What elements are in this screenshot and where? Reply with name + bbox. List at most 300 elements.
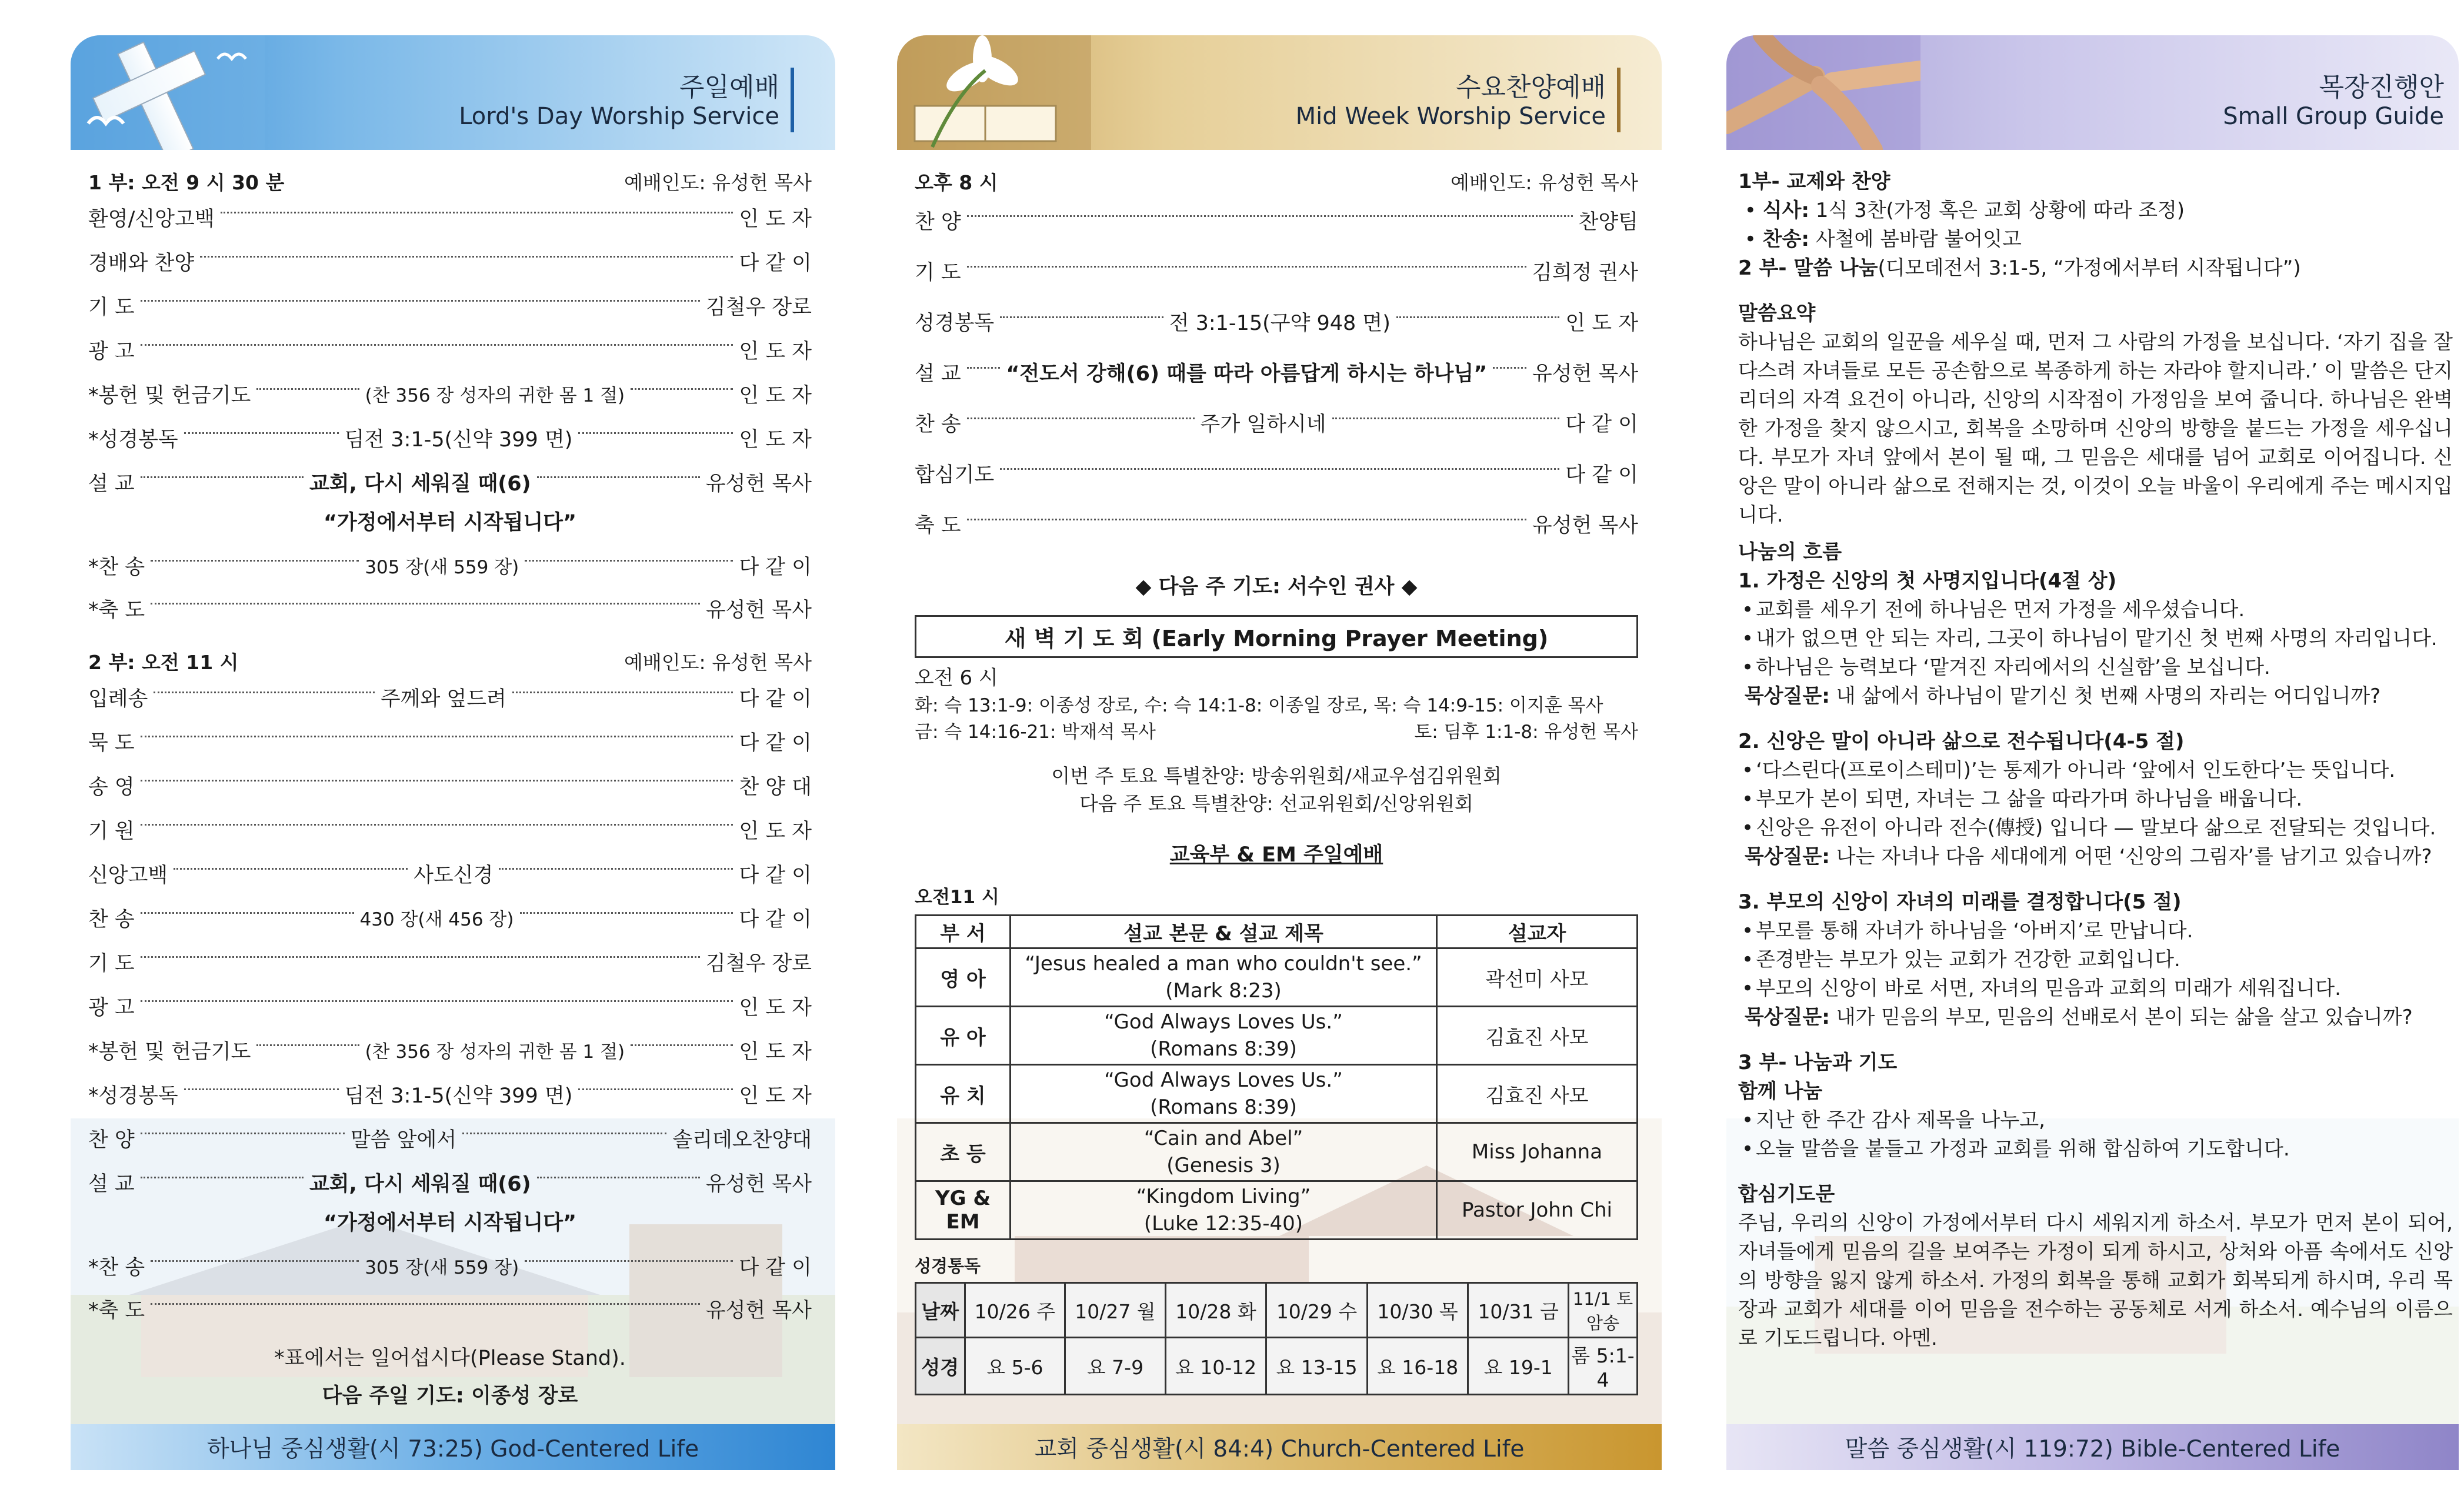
dot-leader <box>512 692 733 693</box>
program-item-label: 입례송 <box>88 687 148 711</box>
lily-bible-image-icon <box>897 35 1091 150</box>
program-item-label: 성경봉독 <box>915 312 995 335</box>
program-item <box>88 1244 812 1287</box>
dot-leader <box>256 1044 359 1046</box>
program-item <box>88 851 812 896</box>
program-item <box>88 1028 812 1072</box>
program-item-leader: 인 도 자 <box>739 996 812 1020</box>
program-item <box>88 1116 812 1160</box>
education-dept: 초 등 <box>916 1123 1011 1181</box>
program-item-detail: 305 장(새 559 장) <box>365 557 519 578</box>
dot-leader <box>967 215 1573 217</box>
program-item-leader: 인 도 자 <box>739 339 812 363</box>
program-item-leader: 찬 양 대 <box>739 775 812 799</box>
program-item-leader: 김철우 장로 <box>705 951 812 976</box>
dot-leader <box>221 212 733 213</box>
program-item-detail: 305 장(새 559 장) <box>365 1257 519 1278</box>
program-item-leader: 다 같 이 <box>739 907 812 931</box>
special-praise-next-week: 다음 주 토요 특별찬양: 선교위원회/신앙위원회 <box>1079 792 1473 815</box>
program-item <box>915 448 1638 499</box>
next-sunday-prayer: 다음 주일 기도: 이종성 장로 <box>322 1384 578 1408</box>
program-item-detail: 주께와 엎드려 <box>380 687 506 711</box>
part1-time: 1 부: 오전 9 시 30 분 <box>88 171 285 194</box>
program-item-label: 합심기도 <box>915 463 995 487</box>
program-item-leader: 다 같 이 <box>1565 463 1638 487</box>
dawn-prayer-time: 오전 6 시 <box>915 666 998 690</box>
program-item-label: 설 교 <box>915 362 961 386</box>
midweek-time: 오후 8 시 <box>915 171 998 194</box>
part2-ref: (디모데전서 3:1-5, “가정에서부터 시작됩니다”) <box>1878 256 2301 280</box>
bullet-item <box>1738 946 2453 974</box>
small-group-content <box>1738 168 2453 1353</box>
program-item-label: 경배와 찬양 <box>88 251 195 275</box>
point1-items <box>1738 596 2453 682</box>
program-item-label: 찬 양 <box>915 211 961 234</box>
bullet-text: 존경받는 부모가 있는 교회가 건강한 교회입니다. <box>1756 948 2180 971</box>
education-table <box>915 914 1638 1240</box>
question-text: 내 삶에서 하나님이 맡기신 첫 번째 사명의 자리는 어디입니까? <box>1829 684 2381 708</box>
dot-leader <box>1000 468 1559 470</box>
dot-leader <box>631 1044 733 1046</box>
question-text: 나는 자녀나 다음 세대에게 어떤 ‘신앙의 그림자’를 남기고 있습니까? <box>1829 845 2432 869</box>
bullet-text: 신앙은 유전이 아니라 전수(傳授) 입니다 — 말보다 삶으로 전달되는 것입니다. <box>1756 816 2436 840</box>
program-item-leader: 찬양팀 <box>1578 211 1638 234</box>
bullet-icon: • <box>1742 598 1754 622</box>
reading-title: 성경통독 <box>915 1256 981 1276</box>
reading-date: 10/27 월 <box>1065 1283 1166 1338</box>
dot-leader <box>151 603 700 604</box>
header-title-en: Lord's Day Worship Service <box>459 103 779 130</box>
point1-title: 1. 가정은 신앙의 첫 사명지입니다(4절 상) <box>1738 569 2117 593</box>
program-item-label: 환영/신앙고백 <box>88 207 215 231</box>
education-row <box>916 1007 1638 1065</box>
bullet-icon: • <box>1742 1108 1754 1132</box>
dot-leader <box>537 1177 700 1178</box>
program-item-leader: 유성헌 목사 <box>1532 514 1638 537</box>
program-item-detail: 주가 일하시네 <box>1200 413 1326 436</box>
program-item-detail: 말씀 앞에서 <box>350 1128 457 1152</box>
dot-leader <box>200 256 733 258</box>
program-item <box>88 1160 812 1204</box>
dot-leader <box>578 1088 733 1090</box>
small-group-header <box>1726 35 2459 150</box>
point2-question <box>1738 843 2453 871</box>
bullet-icon: • <box>1742 816 1754 840</box>
dot-leader <box>141 736 733 737</box>
bullet-text: 교회를 세우기 전에 하나님은 먼저 가정을 세우셨습니다. <box>1756 598 2245 622</box>
reading-date: 10/29 수 <box>1266 1283 1368 1338</box>
program-item <box>88 416 812 460</box>
part3-title: 3 부- 나눔과 기도 <box>1738 1051 1898 1074</box>
program-item-leader: 다 같 이 <box>739 863 812 887</box>
dawn-prayer-line2-right: 토: 딤후 1:1-8: 유성헌 목사 <box>1414 722 1638 743</box>
dot-leader <box>151 560 359 562</box>
bullet-text: 내가 없으면 안 되는 자리, 그곳이 하나님이 맡기신 첫 번째 사명의 자리입니다. <box>1756 627 2438 650</box>
hymn-text: 사철에 봄바람 불어잇고 <box>1809 228 2022 251</box>
reading-ref: 요 7-9 <box>1065 1338 1166 1395</box>
part2-time: 2 부: 오전 11 시 <box>88 651 239 674</box>
point3-question <box>1738 1003 2453 1032</box>
part1-heading <box>88 168 812 195</box>
dot-leader <box>967 266 1526 268</box>
education-sermon <box>1011 1065 1437 1123</box>
prayer-text: 주님, 우리의 신앙이 가정에서부터 다시 세워지게 하소서. 부모가 먼저 본이 되어, 자녀들에게 믿음의 길을 보여주는 가정이 되게 하시고, 상처와 아픔 속에서도 신앙의 방향을 잃지 않게 하소서. 가정의 회복을 통해 교회가 회복되게 하시며, 우리 목장과 교회가 세대를 이어 믿음을 전수하는 공동체로 서게 하소서. 예수님의 이름으로 기도드립니다. 아멘. <box>1738 1211 2453 1350</box>
part1-leader: 예배인도: 유성헌 목사 <box>624 171 812 194</box>
dot-leader <box>525 1260 733 1262</box>
header-title: 설교 본문 & 설교 제목 <box>1011 916 1437 948</box>
reading-date: 10/26 주 <box>965 1283 1065 1338</box>
dot-leader <box>520 912 733 914</box>
program-item-label: *봉헌 및 헌금기도 <box>88 1040 251 1064</box>
program-item-label: 찬 송 <box>88 907 135 931</box>
program-item-label: 광 고 <box>88 339 135 363</box>
dot-leader <box>967 417 1195 419</box>
bullet-item <box>1738 1135 2453 1164</box>
program-item-label: *찬 송 <box>88 1255 145 1280</box>
dot-leader <box>141 824 733 826</box>
question-label: 묵상질문: <box>1744 684 1830 708</box>
bullet-icon: • <box>1742 627 1754 650</box>
dot-leader <box>967 519 1526 520</box>
program-item-label: *축 도 <box>88 1298 145 1322</box>
program-item-label: 신앙고백 <box>88 863 168 887</box>
education-dept: YG & EM <box>916 1181 1011 1240</box>
program-item <box>915 347 1638 398</box>
bullet-icon: • <box>1742 1137 1754 1161</box>
education-sermon-title: “God Always Loves Us.” <box>1104 1010 1343 1034</box>
bullet-text: 지난 한 주간 감사 제목을 나누고, <box>1756 1108 2045 1132</box>
program-item <box>88 940 812 984</box>
program-item <box>915 195 1638 246</box>
midweek-header <box>897 35 1662 150</box>
education-sermon-ref: (Romans 8:39) <box>1150 1037 1297 1061</box>
program-item-label: 기 도 <box>915 261 961 285</box>
program-item-label: *축 도 <box>88 598 145 622</box>
part1-items <box>88 195 812 504</box>
education-sermon <box>1011 1123 1437 1181</box>
program-item-label: *성경봉독 <box>88 427 178 452</box>
bullet-item <box>1738 624 2453 653</box>
education-row <box>916 948 1638 1007</box>
program-item-leader: 다 같 이 <box>739 687 812 711</box>
education-sermon <box>1011 1181 1437 1240</box>
dot-leader <box>499 868 733 870</box>
program-item-label: 송 영 <box>88 775 135 799</box>
education-sermon-title: “God Always Loves Us.” <box>1104 1068 1343 1092</box>
point2-title: 2. 신앙은 말이 아니라 삶으로 전수됩니다(4-5 절) <box>1738 730 2185 753</box>
program-item-label: 축 도 <box>915 514 961 537</box>
meal-label: 식사: <box>1762 199 1809 222</box>
header-title-ko: 주일예배 <box>679 72 779 102</box>
part2-line <box>1738 254 2453 283</box>
program-item-leader: 김철우 장로 <box>705 295 812 319</box>
bullet-item <box>1738 596 2453 624</box>
bullet-item <box>1738 756 2453 785</box>
bullet-text: 부모가 본이 되면, 자녀는 그 삶을 따라가며 하나님을 배웁니다. <box>1756 787 2303 811</box>
program-item <box>915 499 1638 549</box>
program-item-label: 광 고 <box>88 996 135 1020</box>
dot-leader <box>174 868 408 870</box>
reading-ref: 요 16-18 <box>1367 1338 1468 1395</box>
midweek-items <box>915 195 1638 549</box>
header-accent-bar <box>1617 68 1621 132</box>
program-item <box>915 296 1638 347</box>
reading-date: 11/1 토 암송 <box>1569 1283 1638 1338</box>
prayer-title: 합심기도문 <box>1738 1183 1835 1206</box>
dot-leader <box>967 367 1001 369</box>
dawn-prayer-title: 새 벽 기 도 회 (Early Morning Prayer Meeting) <box>915 615 1638 658</box>
part2-leader: 예배인도: 유성헌 목사 <box>624 651 812 674</box>
program-item <box>88 719 812 763</box>
program-item <box>88 372 812 416</box>
hymn-label: 찬송: <box>1762 228 1809 251</box>
bullet-text: 부모의 신앙이 바로 서면, 자녀의 믿음과 교회의 미래가 세워집니다. <box>1756 977 2341 1000</box>
dot-leader <box>256 388 359 390</box>
program-item-leader: 유성헌 목사 <box>705 1298 812 1322</box>
program-item <box>88 807 812 851</box>
meal-line: • 식사: 1식 3찬(가정 혹은 교회 상황에 따라 조정) <box>1738 199 2185 222</box>
bullet-icon: • <box>1742 948 1754 971</box>
header-title-ko: 목장진행안 <box>2319 72 2444 102</box>
part2-items <box>88 675 812 1204</box>
joined-hands-image-icon <box>1726 35 1920 150</box>
midweek-column <box>897 35 1662 1470</box>
program-item-leader: 다 같 이 <box>1565 413 1638 436</box>
dot-leader <box>184 1088 339 1090</box>
education-table-header <box>916 916 1638 948</box>
reading-date: 10/31 금 <box>1468 1283 1569 1338</box>
header-preacher: 설교자 <box>1437 916 1638 948</box>
sunday-footer: 하나님 중심생활(시 73:25) God-Centered Life <box>71 1424 835 1470</box>
point1-question <box>1738 682 2453 711</box>
dot-leader <box>141 1177 304 1178</box>
bullet-icon: • <box>1742 759 1754 782</box>
program-item-leader: 다 같 이 <box>739 555 812 579</box>
program-item-detail: 교회, 다시 세워질 때(6) <box>309 1172 531 1196</box>
program-item <box>88 984 812 1028</box>
reading-ref: 요 13-15 <box>1266 1338 1368 1395</box>
program-item-leader: 인 도 자 <box>739 427 812 452</box>
dot-leader <box>141 780 733 781</box>
program-item-leader: 인 도 자 <box>1565 312 1639 335</box>
program-item-leader: 김희정 권사 <box>1532 261 1638 285</box>
reading-ref: 요 5-6 <box>965 1338 1065 1395</box>
program-item-detail: 딤전 3:1-5(신약 399 면) <box>344 427 573 452</box>
program-item <box>88 195 812 239</box>
program-item <box>88 460 812 504</box>
education-sermon-ref: (Luke 12:35-40) <box>1143 1212 1303 1235</box>
program-item-label: 설 교 <box>88 472 135 496</box>
dot-leader <box>631 388 733 390</box>
program-item-label: *봉헌 및 헌금기도 <box>88 383 251 408</box>
reading-ref: 롬 5:1-4 <box>1569 1338 1638 1395</box>
dot-leader <box>141 300 700 302</box>
reading-date: 10/28 화 <box>1165 1283 1266 1338</box>
part3-items <box>1738 1106 2453 1164</box>
midweek-program <box>915 168 1638 1395</box>
bullet-item <box>1738 917 2453 946</box>
reading-table <box>915 1282 1638 1395</box>
reading-date: 10/30 목 <box>1367 1283 1468 1338</box>
education-dept: 영 아 <box>916 948 1011 1007</box>
header-accent-bar <box>791 68 794 132</box>
program-item <box>915 246 1638 296</box>
program-item <box>88 239 812 283</box>
midweek-footer: 교회 중심생활(시 84:4) Church-Centered Life <box>897 1424 1662 1470</box>
dot-leader <box>1396 316 1559 318</box>
dot-leader <box>141 1000 733 1002</box>
program-item <box>88 675 812 719</box>
education-dept: 유 아 <box>916 1007 1011 1065</box>
program-item-detail: 전 3:1-15(구약 948 면) <box>1169 312 1391 335</box>
education-sermon <box>1011 948 1437 1007</box>
education-title: 교육부 & EM 주일예배 <box>1169 843 1383 867</box>
education-sermon <box>1011 1007 1437 1065</box>
point3-title: 3. 부모의 신앙이 자녀의 미래를 결정합니다(5 절) <box>1738 890 2182 914</box>
program-item-leader: 인 도 자 <box>739 1084 812 1108</box>
program-item <box>88 544 812 587</box>
program-item-label: 기 원 <box>88 819 135 843</box>
program-item <box>88 587 812 630</box>
dot-leader <box>184 432 339 434</box>
education-sermon-ref: (Genesis 3) <box>1166 1154 1281 1177</box>
dot-leader <box>537 476 700 478</box>
education-sermon-title: “Cain and Abel” <box>1143 1127 1303 1150</box>
point3-items <box>1738 917 2453 1003</box>
bullet-item <box>1738 653 2453 682</box>
dot-leader <box>1000 316 1163 318</box>
program-item <box>88 328 812 372</box>
program-item-label: 찬 송 <box>915 413 961 436</box>
program-item-detail: “전도서 강해(6) 때를 따라 아름답게 하시는 하나님” <box>1006 362 1488 386</box>
program-item-leader: 유성헌 목사 <box>1532 362 1639 386</box>
stand-note: *표에서는 일어섭시다(Please Stand). <box>274 1347 626 1370</box>
program-item-leader: 유성헌 목사 <box>705 472 812 496</box>
summary-title: 말씀요약 <box>1738 302 1816 325</box>
small-group-column <box>1726 35 2459 1470</box>
reading-ref-label: 성경 <box>916 1338 965 1395</box>
header-title-en: Mid Week Worship Service <box>1295 103 1606 130</box>
dawn-prayer-line2-left: 금: 슥 14:16-21: 박재석 목사 <box>915 722 1156 743</box>
program-item-label: 설 교 <box>88 1172 135 1196</box>
bullet-item <box>1738 814 2453 843</box>
program-item-label: 기 도 <box>88 295 135 319</box>
education-sermon-title: “Jesus healed a man who couldn't see.” <box>1025 952 1422 976</box>
part1-title: 1부- 교제와 찬양 <box>1738 170 1890 193</box>
program-item-detail: (찬 356 장 성자의 귀한 몸 1 절) <box>365 1041 625 1063</box>
education-sermon-ref: (Mark 8:23) <box>1165 979 1282 1003</box>
program-item <box>915 398 1638 448</box>
program-item <box>88 896 812 940</box>
program-item-detail: 430 장(새 456 장) <box>359 909 514 930</box>
program-item-leader: 유성헌 목사 <box>705 598 812 622</box>
dot-leader <box>141 956 700 958</box>
header-title-ko: 수요찬양예배 <box>1455 72 1606 102</box>
program-item <box>88 283 812 328</box>
education-time: 오전11 시 <box>915 887 999 908</box>
midweek-heading <box>915 168 1638 195</box>
header-title-en: Small Group Guide <box>2223 103 2444 130</box>
program-item-leader: 다 같 이 <box>739 251 812 275</box>
point2-items <box>1738 756 2453 843</box>
education-row <box>916 1123 1638 1181</box>
program-item-label: 묵 도 <box>88 731 135 755</box>
reading-ref: 요 19-1 <box>1468 1338 1569 1395</box>
program-item-leader: 다 같 이 <box>739 731 812 755</box>
dot-leader <box>141 344 733 346</box>
program-item-detail: 딤전 3:1-5(신약 399 면) <box>344 1084 573 1108</box>
program-item-detail: (찬 356 장 성자의 귀한 몸 1 절) <box>365 385 625 406</box>
bullet-item <box>1738 785 2453 814</box>
part1-items-closing <box>88 544 812 630</box>
education-sermon-title: “Kingdom Living” <box>1136 1185 1311 1208</box>
part2-heading <box>88 647 812 675</box>
part2-title: 2 부- 말씀 나눔 <box>1738 256 1878 280</box>
part3-subtitle: 함께 나눔 <box>1738 1080 1823 1103</box>
bullet-item <box>1738 1106 2453 1135</box>
sunday-worship-column <box>71 35 835 1470</box>
education-preacher: Pastor John Chi <box>1437 1181 1638 1240</box>
dot-leader <box>151 1260 359 1262</box>
bullet-text: 하나님은 능력보다 ‘맡겨진 자리에서의 신실함’을 보십니다. <box>1756 656 2270 679</box>
bullet-text: 오늘 말씀을 붙들고 가정과 교회를 위해 합심하여 기도합니다. <box>1756 1137 2290 1161</box>
dot-leader <box>525 560 733 562</box>
dot-leader <box>462 1133 666 1134</box>
reading-refs-row <box>916 1338 1638 1395</box>
midweek-leader: 예배인도: 유성헌 목사 <box>1451 171 1638 194</box>
program-item <box>88 1287 812 1330</box>
bullet-text: ‘다스린다(프로이스테미)’는 통제가 아니라 ‘앞에서 인도한다’는 뜻입니다. <box>1756 759 2396 782</box>
dot-leader <box>151 1303 700 1305</box>
dawn-prayer-line2 <box>915 717 1638 743</box>
education-sermon-ref: (Romans 8:39) <box>1150 1095 1297 1119</box>
education-preacher: 김효진 사모 <box>1437 1007 1638 1065</box>
education-dept: 유 치 <box>916 1065 1011 1123</box>
next-week-prayer: ◆ 다음 주 기도: 서수인 권사 ◆ <box>1135 575 1418 599</box>
part2-items-closing <box>88 1244 812 1330</box>
reading-ref: 요 10-12 <box>1165 1338 1266 1395</box>
hymn-line: • 찬송: 사철에 봄바람 불어잇고 <box>1738 228 2022 251</box>
flow-title: 나눔의 흐름 <box>1738 540 1842 564</box>
dot-leader <box>1332 417 1560 419</box>
dot-leader <box>141 476 304 478</box>
program-item-label: 기 도 <box>88 951 135 976</box>
program-item-leader: 인 도 자 <box>739 1040 812 1064</box>
program-item-leader: 솔리데오찬양대 <box>672 1128 812 1152</box>
bullet-item <box>1738 974 2453 1003</box>
dot-leader <box>141 1133 345 1134</box>
summary-text: 하나님은 교회의 일꾼을 세우실 때, 먼저 그 사람의 가정을 보십니다. ‘자기 집을 잘 다스려 자녀들로 모든 공손함으로 복종하게 하는 자라야 할지니라.’ 이 말씀은 단지 리더의 자격 요건이 아니라, 신앙의 시작점이 가정임을 보여 줍니다. 하나님은 완벽한 가정을 찾지 않으시고, 회복을 소망하며 신앙의 방향을 붙드는 가정을 세우십니다. 부모가 자녀 앞에서 본이 될 때, 그 믿음은 세대를 넘어 교회로 이어집니다. 신앙은 말이 아니라 삶으로 전해지는 것, 이것이 오늘 바울이 우리에게 주는 메시지입니다. <box>1738 330 2453 527</box>
part2-sermon-subtitle: “가정에서부터 시작됩니다” <box>323 1211 577 1235</box>
sunday-program <box>88 168 812 1409</box>
question-text: 내가 믿음의 부모, 믿음의 선배로서 본이 되는 삶을 살고 있습니까? <box>1829 1006 2413 1029</box>
program-item <box>88 763 812 807</box>
program-item-detail: 사도신경 <box>414 863 494 887</box>
question-label: 묵상질문: <box>1744 845 1830 869</box>
dot-leader <box>154 692 374 693</box>
sunday-header <box>71 35 835 150</box>
education-preacher: 김효진 사모 <box>1437 1065 1638 1123</box>
dot-leader <box>1493 367 1526 369</box>
bullet-icon: • <box>1742 656 1754 679</box>
program-item-leader: 유성헌 목사 <box>705 1172 812 1196</box>
cross-image-icon <box>71 35 265 150</box>
education-preacher: 곽선미 사모 <box>1437 948 1638 1007</box>
meal-text: 1식 3찬(가정 혹은 교회 상황에 따라 조정) <box>1809 199 2185 222</box>
education-preacher: Miss Johanna <box>1437 1123 1638 1181</box>
header-dept: 부 서 <box>916 916 1011 948</box>
bullet-icon: • <box>1742 787 1754 811</box>
